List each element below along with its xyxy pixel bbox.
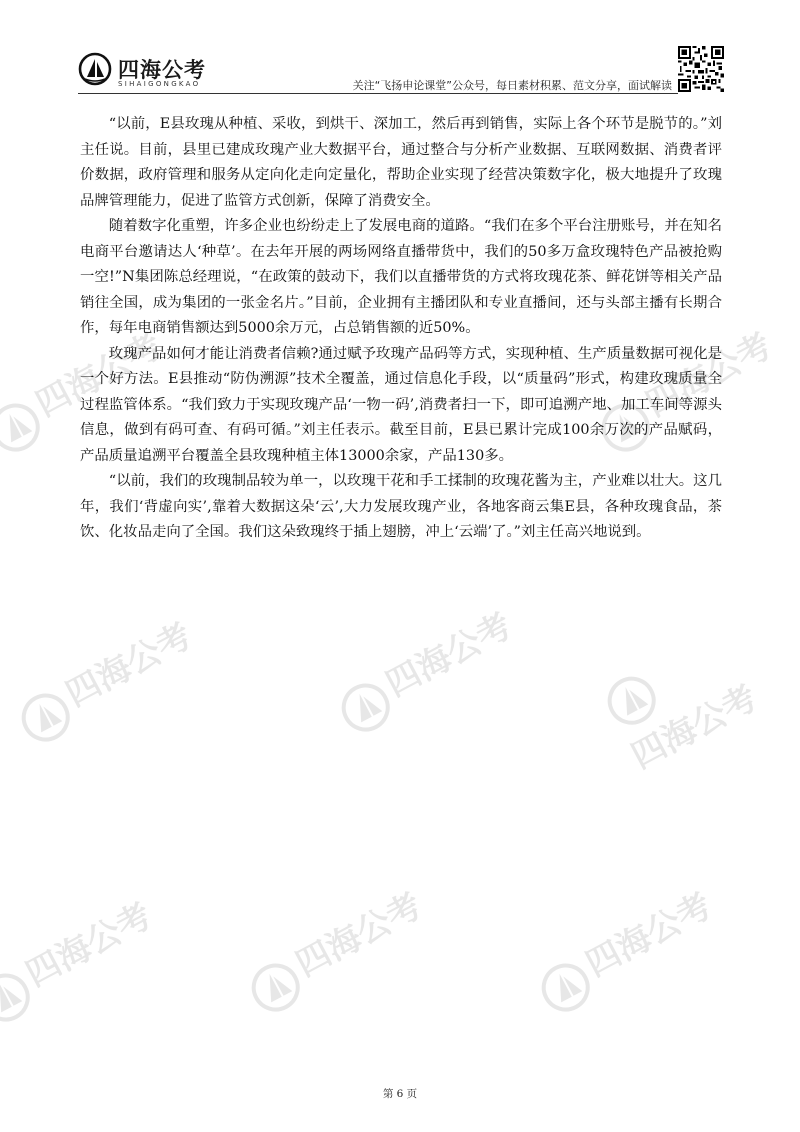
watermark-logo: 四海公考: [0, 889, 164, 1031]
paragraph: “以前，E县玫瑰从种植、采收，到烘干、深加工，然后再到销售，实际上各个环节是脱节的。”刘主任说。目前，县里已建成玫瑰产业大数据平台，通过整合与分析产业数据、互联网数据、消费者评价数据，政府管理和服务从定向化走向定量化，帮助企业实现了经营决策数字化，极大地提升了玫瑰品牌管理能力，促进了监管方式创新，保障了消费安全。: [80, 116, 722, 209]
brand-name: 四海公考: [118, 58, 206, 82]
header-divider: [78, 93, 678, 94]
article-body: [80, 112, 722, 546]
page-header: [0, 0, 800, 100]
watermark-logo: 四海公考: [587, 319, 784, 461]
watermark-logo: 四海公考: [327, 599, 524, 741]
watermark-logo: 四海公考: [527, 879, 724, 1021]
qr-code-icon: [678, 46, 724, 92]
watermark-logo: 四海公考: [7, 609, 204, 751]
brand-logo: [78, 52, 238, 92]
paragraph: 随着数字化重塑，许多企业也纷纷走上了发展电商的道路。“我们在多个平台注册账号，并在知名电商平台邀请达人‘种草’。在去年开展的两场网络直播带货中，我们的50多万盒玫瑰特色产品被抢购一空!”N集团陈总经理说，“在政策的鼓动下，我们以直播带货的方式将玫瑰花茶、鲜花饼等相关产品销往全国，成为集团的一张金名片。”目前，企业拥有主播团队和专业直播间，还与头部主播有长期合作，每年电商销售额达到5000余万元，占总销售额的近50%。: [80, 218, 722, 336]
header-tagline: 关注“飞扬申论课堂”公众号，每日素材积累、范文分享，面试解读: [352, 79, 672, 92]
paragraph: 玫瑰产品如何才能让消费者信赖?通过赋予玫瑰产品码等方式，实现种植、生产质量数据可视化是一个好方法。E县推动“防伪溯源”技术全覆盖，通过信息化手段，以“质量码”形式，构建玫瑰质量全过程监管体系。“我们致力于实现玫瑰产品‘一物一码’,消费者扫一下，即可追溯产地、加工车间等源头信息，做到有码可查、有码可循。”刘主任表示。截至目前，E县已累计完成100余万次的产品赋码，产品质量追溯平台覆盖全县玫瑰种植主体13000余家，产品130多。: [80, 345, 722, 464]
watermark-logo: 四海公考: [598, 601, 800, 778]
paragraph: “以前，我们的玫瑰制品较为单一，以玫瑰干花和手工揉制的玫瑰花酱为主，产业难以壮大。这几年，我们‘背虚向实’,靠着大数据这朵‘云’,大力发展玫瑰产业，各地客商云集E县，各种玫瑰食品，茶饮、化妆品走向了全国。我们这朵致瑰终于插上翅膀，冲上‘云端’了。”刘主任高兴地说到。: [80, 473, 722, 540]
brand-subtitle: SIHAIGONGKAO: [118, 80, 201, 88]
sailboat-logo-icon: [78, 52, 112, 86]
watermark-logo: 四海公考: [237, 879, 434, 1021]
watermark-logo: 四海公考: [0, 319, 174, 461]
page-number: 第 6 页: [382, 1088, 418, 1100]
